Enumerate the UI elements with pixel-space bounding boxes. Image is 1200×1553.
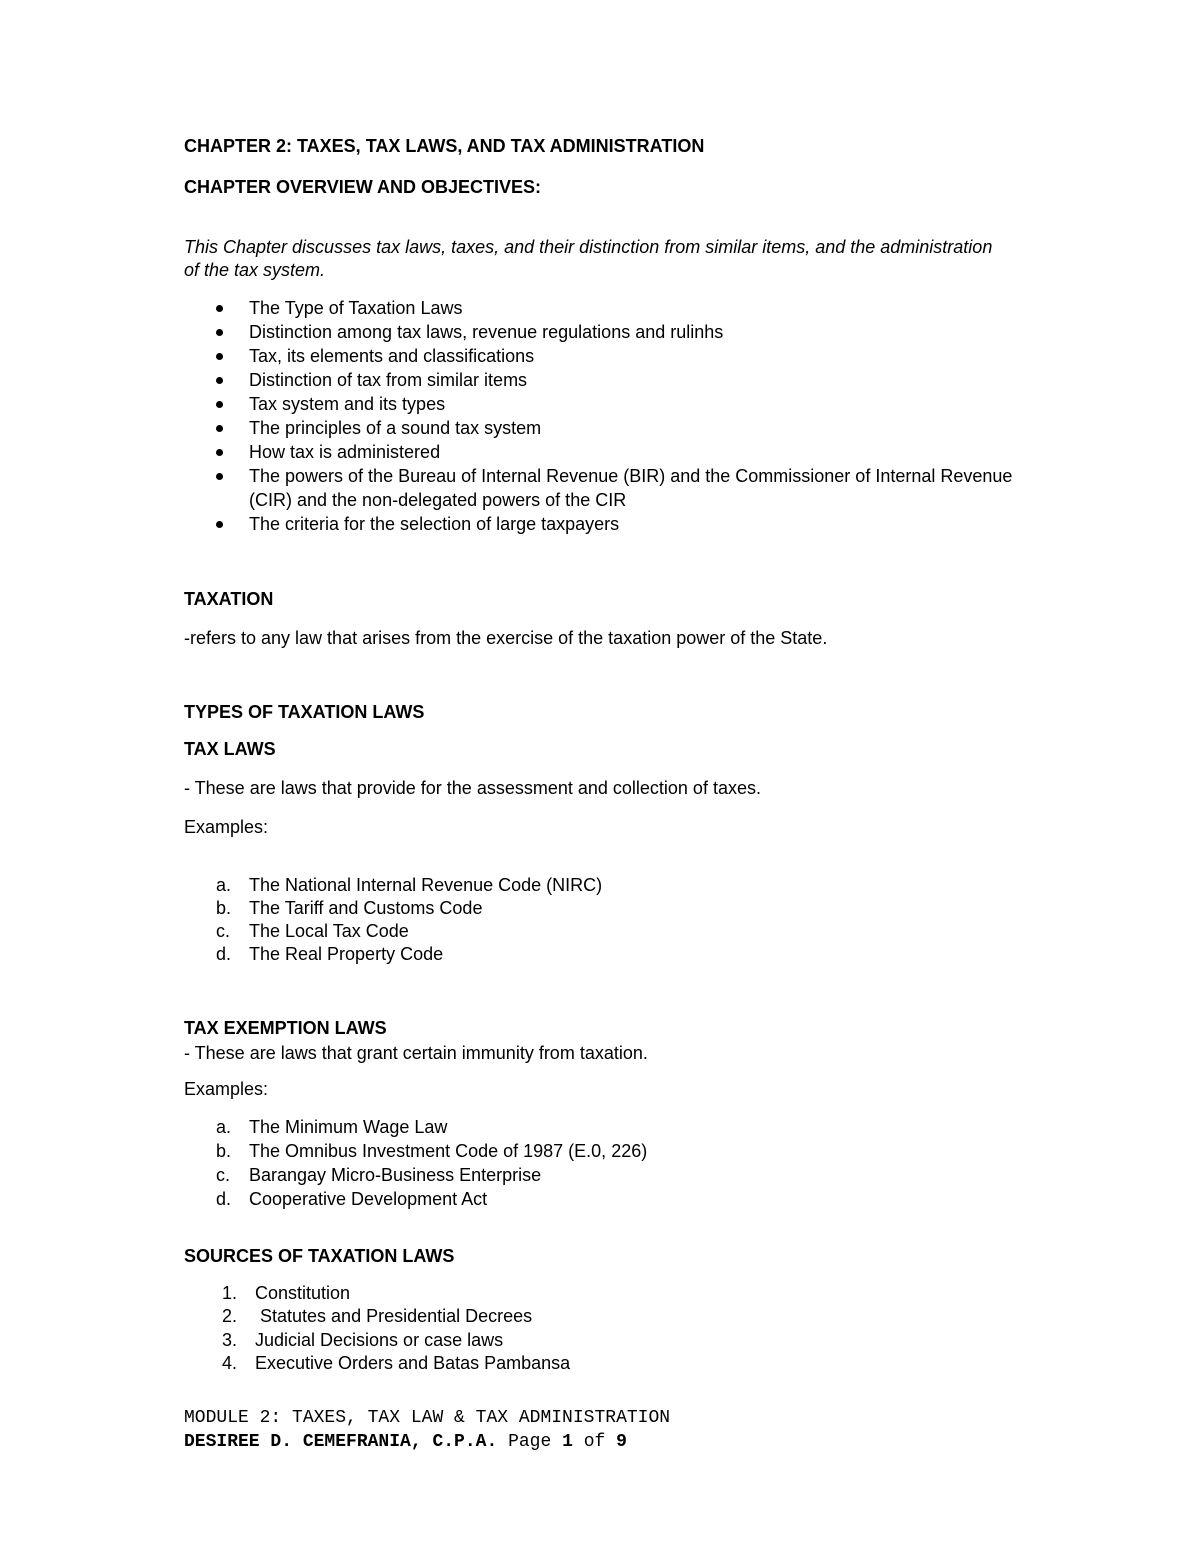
list-item: How tax is administered bbox=[216, 440, 1012, 464]
list-item: 3. Judicial Decisions or case laws bbox=[222, 1329, 504, 1350]
footer-page-number: 1 bbox=[562, 1432, 573, 1452]
list-item: a. The Minimum Wage Law bbox=[216, 1117, 448, 1137]
list-item: d. Cooperative Development Act bbox=[216, 1189, 488, 1209]
list-item: b. The Tariff and Customs Code bbox=[216, 898, 483, 918]
exemption-examples-label: Examples: bbox=[184, 1079, 269, 1099]
chapter-title: CHAPTER 2: TAXES, TAX LAWS, AND TAX ADMINISTRATION bbox=[184, 136, 705, 156]
bullet-icon bbox=[216, 449, 223, 456]
objectives-list bbox=[216, 296, 1012, 536]
exemption-definition: - These are laws that grant certain immunity from taxation. bbox=[184, 1043, 648, 1063]
bullet-icon bbox=[216, 425, 223, 432]
footer-module-line: MODULE 2: TAXES, TAX LAW & TAX ADMINISTRATION bbox=[184, 1408, 671, 1428]
types-heading: TYPES OF TAXATION LAWS bbox=[184, 702, 425, 722]
list-item: 4. Executive Orders and Batas Pambansa bbox=[222, 1353, 571, 1374]
bullet-icon bbox=[216, 377, 223, 384]
list-item: b. The Omnibus Investment Code of 1987 (E.0, 226) bbox=[216, 1141, 648, 1161]
list-item: c. Barangay Micro-Business Enterprise bbox=[216, 1165, 542, 1185]
list-item: Tax system and its types bbox=[216, 392, 1012, 416]
exemption-examples-list bbox=[216, 1115, 647, 1211]
list-item: d. The Real Property Code bbox=[216, 944, 444, 964]
bullet-icon bbox=[216, 401, 223, 408]
list-item: 1. Constitution bbox=[222, 1283, 351, 1303]
intro-line-2: of the tax system. bbox=[184, 260, 326, 280]
tax-laws-examples-list bbox=[216, 874, 602, 966]
bullet-icon bbox=[216, 353, 223, 360]
footer-page-word: Page bbox=[508, 1432, 552, 1452]
footer-author-line bbox=[184, 1430, 627, 1454]
bullet-icon bbox=[216, 521, 223, 528]
overview-heading: CHAPTER OVERVIEW AND OBJECTIVES: bbox=[184, 177, 542, 197]
list-item: The powers of the Bureau of Internal Revenue (BIR) and the Commissioner of Internal Revenue bbox=[216, 464, 1012, 488]
tax-laws-heading: TAX LAWS bbox=[184, 739, 276, 759]
list-item: Distinction of tax from similar items bbox=[216, 368, 1012, 392]
intro-line-1: This Chapter discusses tax laws, taxes, and their distinction from similar items, and the administration bbox=[184, 237, 993, 257]
bullet-icon bbox=[216, 473, 223, 480]
taxation-definition: -refers to any law that arises from the exercise of the taxation power of the State. bbox=[184, 628, 828, 648]
list-item: The criteria for the selection of large taxpayers bbox=[216, 512, 1012, 536]
list-item: Tax, its elements and classifications bbox=[216, 344, 1012, 368]
sources-list bbox=[222, 1282, 570, 1376]
sources-heading: SOURCES OF TAXATION LAWS bbox=[184, 1246, 455, 1266]
footer-page-total: 9 bbox=[616, 1432, 627, 1452]
list-item: Distinction among tax laws, revenue regulations and rulinhs bbox=[216, 320, 1012, 344]
exemption-heading: TAX EXEMPTION LAWS bbox=[184, 1018, 387, 1038]
list-item: a. The National Internal Revenue Code (NIRC) bbox=[216, 875, 603, 895]
footer-author: DESIREE D. CEMEFRANIA, C.P.A. bbox=[184, 1432, 498, 1452]
list-item: The principles of a sound tax system bbox=[216, 416, 1012, 440]
taxation-heading: TAXATION bbox=[184, 589, 274, 609]
bullet-icon bbox=[216, 329, 223, 336]
list-item: c. The Local Tax Code bbox=[216, 921, 409, 941]
list-item: 2. Statutes and Presidential Decrees bbox=[222, 1306, 533, 1327]
list-item: The Type of Taxation Laws bbox=[216, 296, 1012, 320]
tax-laws-examples-label: Examples: bbox=[184, 817, 269, 837]
list-item-continuation: (CIR) and the non-delegated powers of the CIR bbox=[249, 490, 627, 510]
footer-of-word: of bbox=[583, 1432, 606, 1452]
tax-laws-definition: - These are laws that provide for the assessment and collection of taxes. bbox=[184, 778, 761, 798]
bullet-icon bbox=[216, 305, 223, 312]
